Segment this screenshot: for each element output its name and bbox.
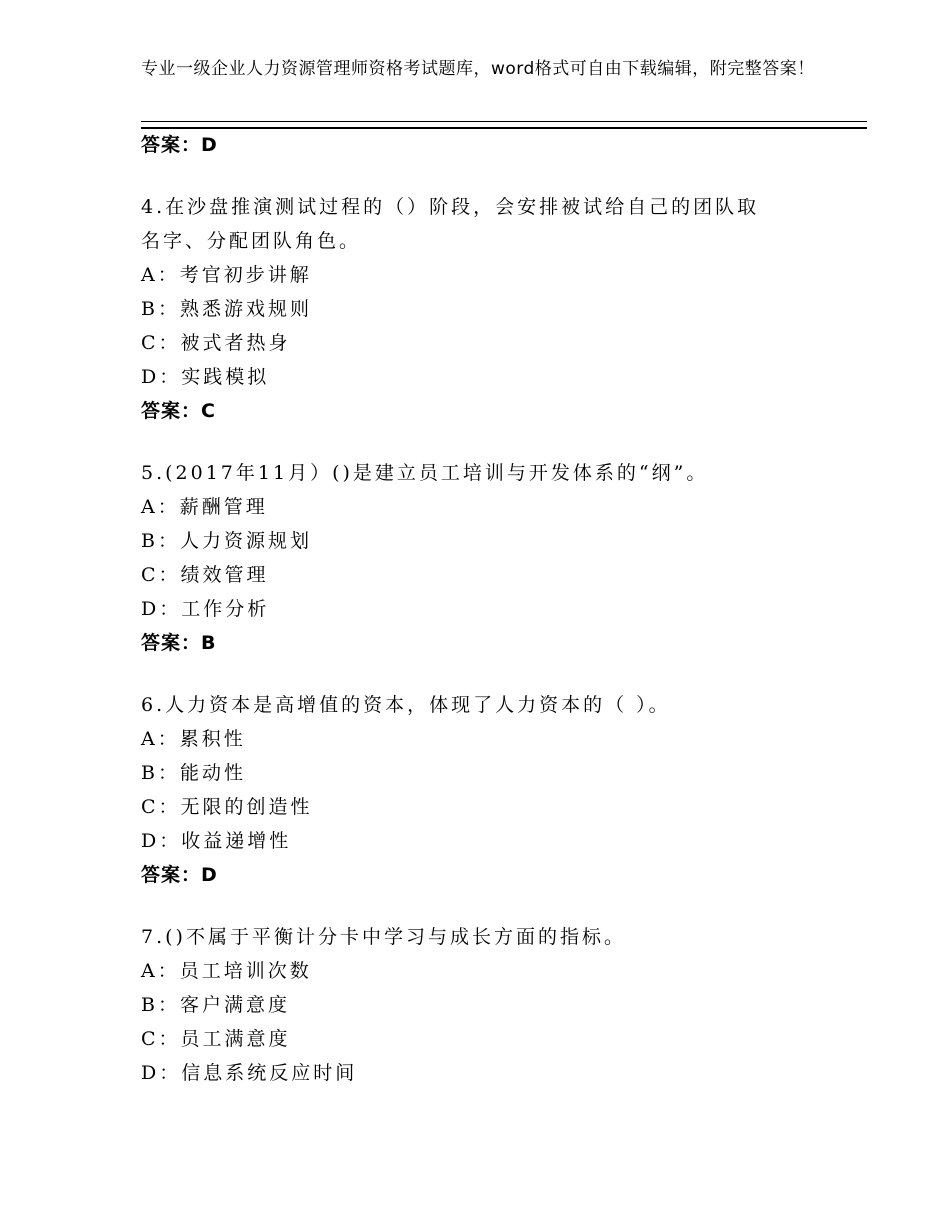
option-c: C：被式者热身: [141, 332, 291, 354]
option-a: A：员工培训次数: [141, 960, 312, 982]
option-b: B：能动性: [141, 762, 246, 784]
option-c: C：无限的创造性: [141, 796, 313, 818]
option-d: D：信息系统反应时间: [141, 1062, 358, 1084]
option-a: A：累积性: [141, 728, 246, 750]
question-stem: 4.在沙盘推演测试过程的（）阶段，会安排被试给自己的团队取名字、分配团队角色。: [141, 196, 760, 252]
question-stem: 5.(2017年11月）()是建立员工培训与开发体系的“纲”。: [141, 462, 709, 484]
option-b: B：人力资源规划: [141, 530, 312, 552]
question-stem: 6.人力资本是高增值的资本，体现了人力资本的（ ）。: [141, 694, 671, 716]
option-b: B：客户满意度: [141, 994, 290, 1016]
option-c: C：员工满意度: [141, 1028, 291, 1050]
option-d: D：收益递增性: [141, 830, 292, 852]
option-b: B：熟悉游戏规则: [141, 298, 312, 320]
document-body: [141, 128, 867, 1090]
header-title: 专业一级企业人力资源管理师资格考试题库，word格式可自由下载编辑，附完整答案！: [141, 59, 815, 79]
answer-label: 答案：D: [141, 134, 218, 156]
answer-label: 答案：D: [141, 864, 218, 886]
option-c: C：绩效管理: [141, 564, 269, 586]
option-a: A：考官初步讲解: [141, 264, 312, 286]
answer-label: 答案：C: [141, 400, 216, 422]
question-4: [141, 190, 867, 428]
question-5: [141, 456, 867, 660]
option-d: D：工作分析: [141, 598, 270, 620]
question-7: [141, 920, 867, 1090]
page-header: [141, 58, 821, 80]
question-6: [141, 688, 867, 892]
option-a: A：薪酬管理: [141, 496, 268, 518]
answer-label: 答案：B: [141, 632, 217, 654]
question-stem: 7.()不属于平衡计分卡中学习与成长方面的指标。: [141, 926, 626, 948]
option-d: D：实践模拟: [141, 366, 270, 388]
